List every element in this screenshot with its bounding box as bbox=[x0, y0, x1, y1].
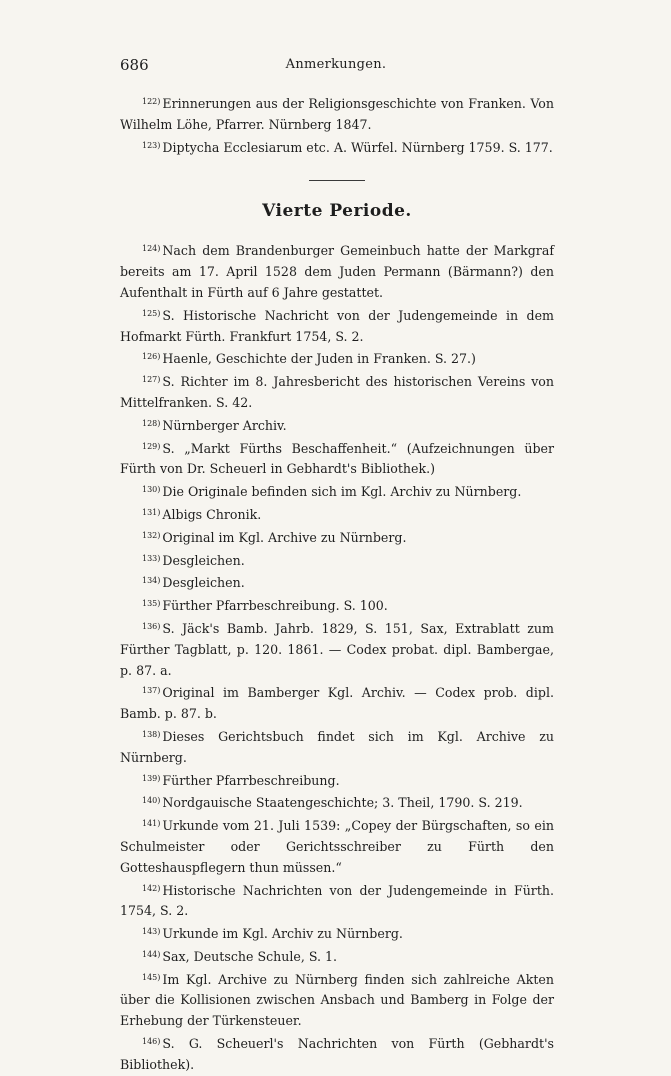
footnote-number: 128) bbox=[142, 418, 161, 428]
footnote-number: 126) bbox=[142, 352, 161, 362]
footnote-number: 140) bbox=[142, 796, 161, 806]
footnote bbox=[120, 136, 554, 159]
footnote-text: Sax, Deutsche Schule, S. 1. bbox=[162, 948, 338, 964]
footnote bbox=[120, 922, 554, 945]
footnote-number: 127) bbox=[142, 375, 161, 385]
footnote-text: Original im Bamberger Kgl. Archiv. — Codex prob. dipl. Bamb. p. 87. b. bbox=[120, 685, 554, 722]
footnote-number: 124) bbox=[142, 244, 161, 254]
footnote-number: 132) bbox=[142, 530, 161, 540]
footnote bbox=[120, 526, 554, 549]
footnotes-main bbox=[120, 239, 554, 1075]
footnote-number: 131) bbox=[142, 507, 161, 517]
footnote-number: 142) bbox=[142, 883, 161, 893]
footnote-number: 144) bbox=[142, 949, 161, 959]
footnote bbox=[120, 549, 554, 572]
footnote-number: 123) bbox=[142, 140, 161, 150]
footnote bbox=[120, 503, 554, 526]
footnote-number: 138) bbox=[142, 729, 161, 739]
footnote-text: Die Originale befinden sich im Kgl. Archiv zu Nürnberg. bbox=[162, 484, 522, 500]
footnote-number: 129) bbox=[142, 441, 161, 451]
footnote-text: S. Historische Nachricht von der Judengemeinde in dem Hofmarkt Fürth. Frankfurt 1754, S. 2. bbox=[120, 307, 554, 344]
footnote bbox=[120, 304, 554, 348]
footnote-text: S. Richter im 8. Jahresbericht des historischen Vereins von Mittelfranken. S. 42. bbox=[120, 374, 554, 410]
footnote-number: 134) bbox=[142, 576, 161, 586]
footnote bbox=[120, 814, 554, 878]
footnote-number: 141) bbox=[142, 819, 161, 829]
footnote-text: S. Jäck's Bamb. Jahrb. 1829, S. 151, Sax, Extrablatt zum Fürther Tagblatt, p. 120. 1861. — Codex probat. dipl. Bambergae, p. 87. a. bbox=[120, 620, 554, 678]
footnote bbox=[120, 239, 554, 303]
footnote-text: Desgleichen. bbox=[162, 575, 245, 591]
footnote-text: Nach dem Brandenburger Gemeinbuch hatte der Markgraf bereits am 17. April 1528 dem Juden Permann (Bärmann?) den Aufenthalt in Fürth auf 6 Jahre gestattet. bbox=[120, 243, 554, 300]
footnote-number: 146) bbox=[142, 1037, 161, 1047]
running-title: Anmerkungen. bbox=[285, 57, 387, 72]
footnote-text: Fürther Pfarrbeschreibung. bbox=[162, 772, 340, 788]
footnote-text: Historische Nachrichten von der Judengemeinde in Fürth. 1754, S. 2. bbox=[120, 882, 554, 919]
footnote-number: 122) bbox=[142, 97, 161, 106]
footnote-number: 135) bbox=[142, 599, 161, 609]
page-header bbox=[120, 56, 552, 78]
footnote bbox=[120, 347, 554, 370]
footnote-text: Diptycha Ecclesiarum etc. A. Würfel. Nürnberg 1759. S. 177. bbox=[162, 139, 553, 155]
footnote-number: 137) bbox=[142, 686, 161, 696]
footnote bbox=[120, 480, 554, 503]
footnote-text: Haenle, Geschichte der Juden in Franken. S. 27.) bbox=[162, 351, 476, 367]
section-divider bbox=[309, 180, 365, 181]
footnote-text: Albigs Chronik. bbox=[162, 506, 262, 522]
footnote-text: Nordgauische Staatengeschichte; 3. Theil, 1790. S. 219. bbox=[162, 795, 523, 811]
footnote-text: Nürnberger Archiv. bbox=[162, 417, 287, 433]
footnote-text: Erinnerungen aus der Religionsgeschichte von Franken. Von Wilhelm Löhe, Pfarrer. Nürnberg 1847. bbox=[120, 96, 554, 132]
footnotes-top bbox=[120, 92, 554, 158]
footnote-number: 143) bbox=[142, 927, 161, 937]
footnote bbox=[120, 769, 554, 792]
page-number: 686 bbox=[120, 56, 149, 74]
footnote-text: Original im Kgl. Archive zu Nürnberg. bbox=[162, 529, 407, 545]
footnote-text: S. G. Scheuerl's Nachrichten von Fürth (Gebhardt's Bibliothek). bbox=[120, 1036, 554, 1072]
page-content bbox=[120, 92, 554, 1076]
footnote bbox=[120, 370, 554, 414]
footnote bbox=[120, 681, 554, 725]
footnote bbox=[120, 571, 554, 594]
section-heading: Vierte Periode. bbox=[262, 201, 412, 222]
footnote bbox=[120, 791, 554, 814]
footnote-text: Urkunde vom 21. Juli 1539: „Copey der Bürgschaften, so ein Schulmeister oder Gerichtsschreiber zu Fürth den Gotteshauspflegern thun müssen.“ bbox=[120, 818, 554, 875]
footnote-text: Urkunde im Kgl. Archiv zu Nürnberg. bbox=[162, 926, 403, 942]
footnote-number: 125) bbox=[142, 308, 161, 318]
footnote-number: 139) bbox=[142, 773, 161, 783]
footnote-text: Fürther Pfarrbeschreibung. S. 100. bbox=[162, 598, 388, 614]
footnote bbox=[120, 945, 554, 968]
footnote-number: 133) bbox=[142, 553, 161, 563]
footnote bbox=[120, 725, 554, 769]
footnote bbox=[120, 437, 554, 481]
footnote-number: 130) bbox=[142, 485, 161, 495]
footnote-number: 145) bbox=[142, 972, 161, 982]
footnote bbox=[120, 617, 554, 681]
footnote-text: Dieses Gerichtsbuch findet sich im Kgl. Archive zu Nürnberg. bbox=[120, 728, 554, 765]
footnote-text: S. „Markt Fürths Beschaffenheit.“ (Aufzeichnungen über Fürth von Dr. Scheuerl in Gebhardt's Bibliothek.) bbox=[120, 440, 554, 477]
footnote-number: 136) bbox=[142, 621, 161, 631]
footnote bbox=[120, 968, 554, 1032]
footnote-text: Im Kgl. Archive zu Nürnberg finden sich zahlreiche Akten über die Kollisionen zwischen Ansbach und Bamberg in Folge der Erhebung der Türkensteuer. bbox=[120, 971, 554, 1029]
footnote bbox=[120, 1032, 554, 1076]
footnote bbox=[120, 92, 554, 136]
footnote-text: Desgleichen. bbox=[162, 552, 245, 568]
footnote bbox=[120, 879, 554, 923]
footnote bbox=[120, 414, 554, 437]
footnote bbox=[120, 594, 554, 617]
